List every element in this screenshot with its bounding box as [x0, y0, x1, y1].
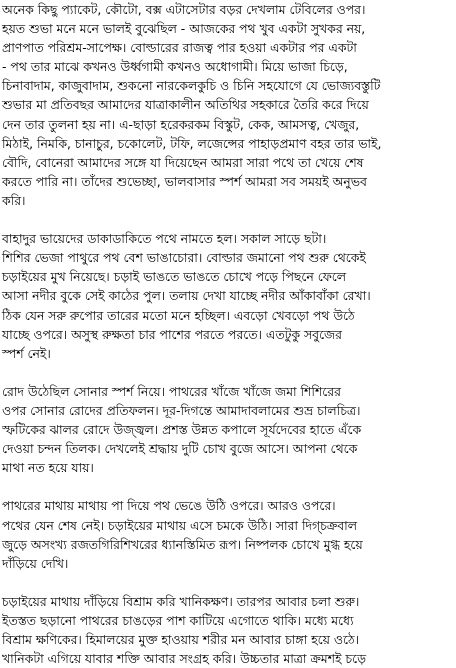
text-line: পথের যেন শেষ নেই। চড়াইয়ের মাথায় এসে চমকে উঠি। সারা দিগ্চক্রবাল	[2, 517, 357, 533]
paragraph-gap	[2, 210, 454, 229]
text-line: শিশির ভেজা পাথুরে পথ বেশ ভাঙাচোরা। বোল্ডার জমানো পথ শুরু থেকেই	[2, 250, 366, 266]
paragraph-gap	[2, 573, 454, 592]
text-line: বিশ্রাম ক্ষণিকের। হিমালয়ের মুক্ত হাওয়ায় শরীর মন আবার চাঙ্গা হয়ে ওঠে।	[2, 632, 360, 648]
text-line: চড়াইয়ের মুখ নিয়েছে। চড়াই ভাঙতে ভাঙতে চোখে পড়ে পিছনে ফেলে	[2, 269, 347, 285]
text-line: প্রাণপাত পরিশ্রম-সাপেক্ষ। বোল্ডারের রাজত্ব পার হওয়া একটার পর একটা	[2, 40, 357, 56]
text-line: চিনাবাদাম, কাজুবাদাম, শুকনো নারকেলকুচি ও চিনি সহযোগে যে ভোজ্যবস্তুটি	[2, 78, 381, 94]
text-line: মাথা নত হয়ে যায়।	[2, 460, 94, 476]
text-line: আসা নদীর বুকে সেই কাঠের পুল। তলায় দেখা যাচ্ছে নদীর আঁকাবাঁকা রেখা।	[2, 288, 371, 304]
text-line: করি।	[2, 192, 26, 208]
paragraph-gap	[2, 477, 454, 496]
paragraph-3	[2, 382, 454, 477]
text-line: শুভার মা প্রতিবছর আমাদের যাত্রাকালীন অতিথির সহকারে তৈরি করে দিয়ে	[2, 97, 369, 113]
paragraph-1	[2, 0, 454, 210]
text-line: স্পর্শ নেই।	[2, 345, 51, 361]
text-line: জুড়ে অসংখ্য রজতগিরিশিখরের ধ্যানস্তিমিত রূপ। নিষ্পলক চোখে মুগ্ধ হয়ে	[2, 536, 363, 552]
text-line: খানিকটা এগিয়ে যাবার শক্তি আবার সংগ্রহ করি। উচ্চতার মাত্রা ক্রমশই চড়ে	[2, 651, 366, 667]
paragraph-2	[2, 229, 454, 363]
text-line: ঠিক যেন সরু রুপোর তারের মতো মনে হচ্ছিল। এবড়ো খেবড়ো পথ উঠে	[2, 307, 355, 323]
paragraph-gap	[2, 363, 454, 382]
text-line: পাথরের মাথায় মাথায় পা দিয়ে পথ ভেঙে উঠি ওপরে। আরও ওপরে।	[2, 498, 336, 514]
text-line: করতে পারি না। তাঁদের শুভেচ্ছা, ভালবাসার স্পর্শ আমরা সব সময়ই অনুভব	[2, 173, 367, 189]
text-line: ইতস্তত ছড়ানো পাথরের চাঙড়ের পাশ কাটিয়ে এগোতে থাকি। মধ্যে মধ্যে	[2, 613, 354, 628]
text-line: স্ফটিকের ঝালর রোদে উজ্জ্বল। প্রশস্ত উন্নত কপালে সূর্যদেবের হাতে এঁকে	[2, 422, 362, 438]
text-line: বৌদি, বোনেরা আমাদের সঙ্গে যা দিয়েছেন আমরা সারা পথে তা খেয়ে শেষ	[2, 154, 364, 170]
text-line: চড়াইয়ের মাথায় দাঁড়িয়ে বিশ্রাম করি খানিকক্ষণ। তারপর আবার চলা শুরু।	[2, 593, 360, 609]
text-line: দেন তার তুলনা হয় না। এ-ছাড়া হরেকরকম বিস্কুট, কেক, আমসত্ব, খেজুর,	[2, 116, 360, 132]
text-line: - পথ তার মাঝে কখনও উর্ধ্বগামী কখনও অধোগামী। মিয়ে ভাজা চিড়ে,	[2, 59, 348, 75]
text-line: দেওয়া চন্দন তিলক। দেখলেই শ্রদ্ধায় দুটি চোখ বুজে আসে। আপনা থেকে	[2, 441, 358, 457]
text-line: ওপর সোনার রোদের প্রতিফলন। দূর-দিগন্তে আমাদাবলামের শুভ্র চালচিত্র।	[2, 402, 361, 418]
text-line: রোদ উঠেছিল সোনার স্পর্শ নিয়ে। পাথরের খাঁজে খাঁজে জমা শিশিরের	[2, 383, 341, 399]
document-page	[2, 0, 454, 667]
text-line: অনেক কিছু প্যাকেট, কৌটো, বক্স এটাসেটার বড়র দেখলাম টেবিলের ওপর।	[2, 2, 366, 17]
paragraph-4	[2, 496, 454, 572]
paragraph-5	[2, 592, 454, 668]
text-line: বাহাদুর ভায়েদের ডাকাডাকিতে পথে নামতে হল। সকাল সাড়ে ছটা।	[2, 231, 327, 247]
text-line: হয়ত শুভা মনে মনে ভালই বুঝেছিল - আজকের পথ খুব একটা সুখকর নয়,	[2, 21, 366, 37]
text-line: যাচ্ছে ওপরে। অসুস্থ রুক্ষতা চার পাশের পরতে পরতে। এতটুকু সবুজের	[2, 326, 342, 342]
text-line: দাঁড়িয়ে দেখি।	[2, 555, 69, 571]
text-line: মিঠাই, নিমকি, চানাচুর, চকোলেট, টফি, লজেন্সের পাহাড়প্রমাণ বহর তার ভাই,	[2, 135, 382, 151]
